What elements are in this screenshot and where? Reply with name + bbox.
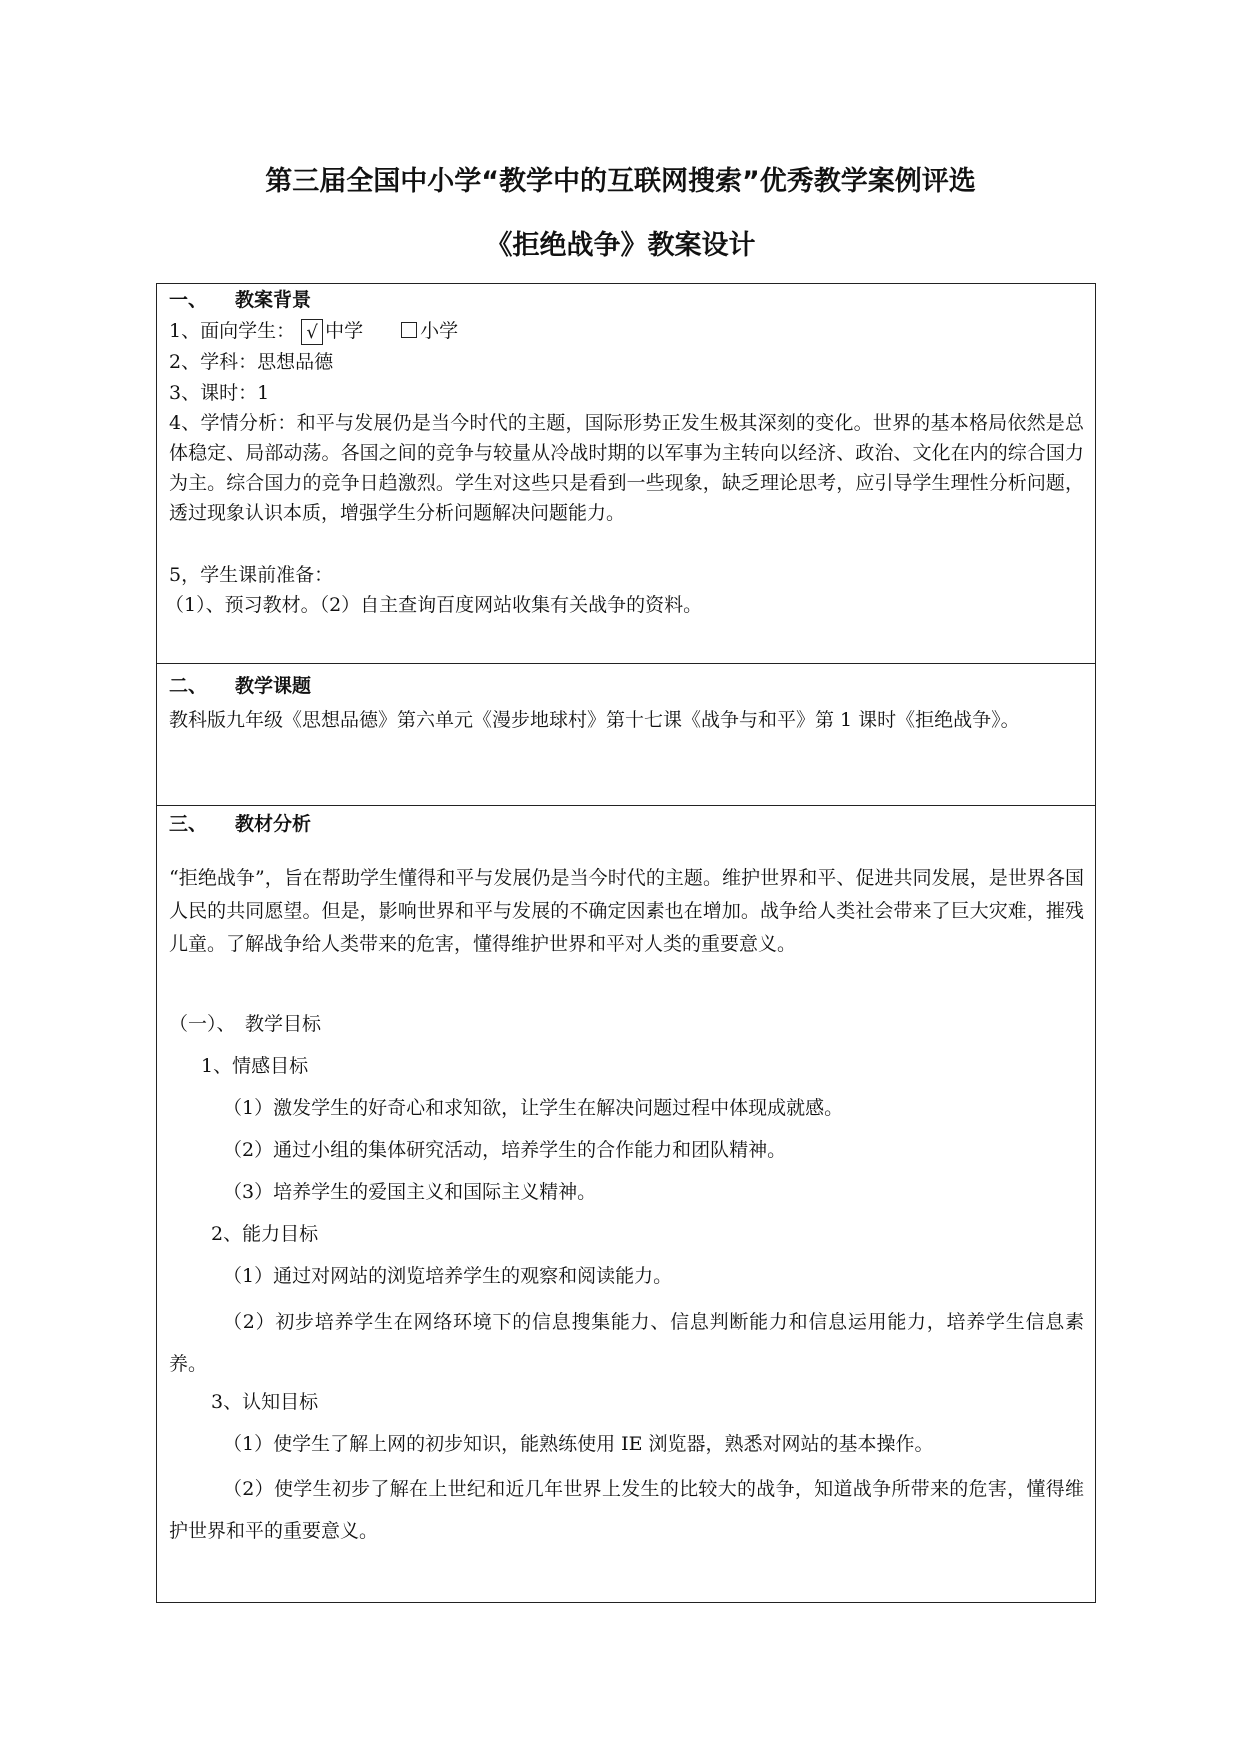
ability-goal-heading: 2、能力目标 bbox=[211, 1223, 319, 1245]
checkbox-unchecked bbox=[401, 322, 417, 338]
prep-label: 5，学生课前准备： bbox=[169, 564, 334, 586]
hours-line: 3、课时：1 bbox=[169, 382, 270, 404]
document-title: 第三届全国中小学“教学中的互联网搜索”优秀教学案例评选 bbox=[265, 166, 976, 197]
audience-label: 1、面向学生： bbox=[169, 320, 296, 342]
document-subtitle: 《拒绝战争》教案设计 bbox=[485, 230, 756, 261]
emotion-goal-2: （2）通过小组的集体研究活动，培养学生的合作能力和团队精神。 bbox=[223, 1139, 787, 1161]
emotion-goal-3: （3）培养学生的爱国主义和国际主义精神。 bbox=[223, 1181, 597, 1203]
lesson-plan-table bbox=[156, 283, 1096, 1603]
topic-text: 教科版九年级《思想品德》第六单元《漫步地球村》第十七课《战争与和平》第 1 课时《拒绝战争》。 bbox=[169, 709, 1020, 731]
ability-goal-2: （2）初步培养学生在网络环境下的信息搜集能力、信息判断能力和信息运用能力，培养学生信息素养。 bbox=[169, 1311, 1084, 1375]
cognition-goal-heading: 3、认知目标 bbox=[211, 1391, 319, 1413]
cognition-goal-1: （1）使学生了解上网的初步知识，能熟练使用 IE 浏览器，熟悉对网站的基本操作。 bbox=[223, 1433, 934, 1455]
section-background bbox=[157, 284, 1095, 664]
ability-goal-1: （1）通过对网站的浏览培养学生的观察和阅读能力。 bbox=[223, 1265, 673, 1287]
section1-number: 一、 bbox=[169, 289, 208, 311]
material-intro: “拒绝战争”，旨在帮助学生懂得和平与发展仍是当今时代的主题。维护世界和平、促进共同发展，是世界各国人民的共同愿望。但是，影响世界和平与发展的不确定因素也在增加。战争给人类社会带来了巨大灾难，摧残儿童。了解战争给人类带来的危害，懂得维护世界和平对人类的重要意义。 bbox=[169, 867, 1084, 955]
subject-line: 2、学科：思想品德 bbox=[169, 351, 334, 373]
option-middle-school: 中学 bbox=[325, 320, 364, 342]
section1-title: 教案背景 bbox=[235, 289, 312, 311]
section3-number: 三、 bbox=[169, 813, 208, 835]
section-material-analysis bbox=[157, 806, 1095, 1602]
option-primary-school: 小学 bbox=[420, 320, 459, 342]
section1-heading bbox=[169, 286, 311, 314]
section2-title: 教学课题 bbox=[235, 675, 312, 697]
cognition-goal-2: （2）使学生初步了解在上世纪和近几年世界上发生的比较大的战争，知道战争所带来的危害，懂得维护世界和平的重要意义。 bbox=[169, 1478, 1084, 1542]
section-topic bbox=[157, 664, 1095, 806]
section3-title: 教材分析 bbox=[235, 813, 312, 835]
student-analysis: 4、学情分析：和平与发展仍是当今时代的主题，国际形势正发生极其深刻的变化。世界的基本格局依然是总体稳定、局部动荡。各国之间的竞争与较量从冷战时期的以军事为主转向以经济、政治、文化在内的综合国力为主。综合国力的竞争日趋激烈。学生对这些只是看到一些现象，缺乏理论思考，应引导学生理性分析问题，透过现象认识本质，增强学生分析问题解决问题能力。 bbox=[169, 412, 1084, 524]
emotion-goal-heading: 1、情感目标 bbox=[201, 1055, 309, 1077]
checkbox-checked: √ bbox=[301, 319, 323, 345]
emotion-goal-1: （1）激发学生的好奇心和求知欲，让学生在解决问题过程中体现成就感。 bbox=[223, 1097, 844, 1119]
section2-heading bbox=[169, 672, 311, 700]
section3-heading bbox=[169, 810, 311, 838]
prep-items: （1）、预习教材。（2）自主查询百度网站收集有关战争的资料。 bbox=[165, 594, 703, 616]
goals-heading: （一）、 教学目标 bbox=[169, 1013, 322, 1035]
section2-number: 二、 bbox=[169, 675, 208, 697]
audience-row bbox=[169, 317, 458, 345]
